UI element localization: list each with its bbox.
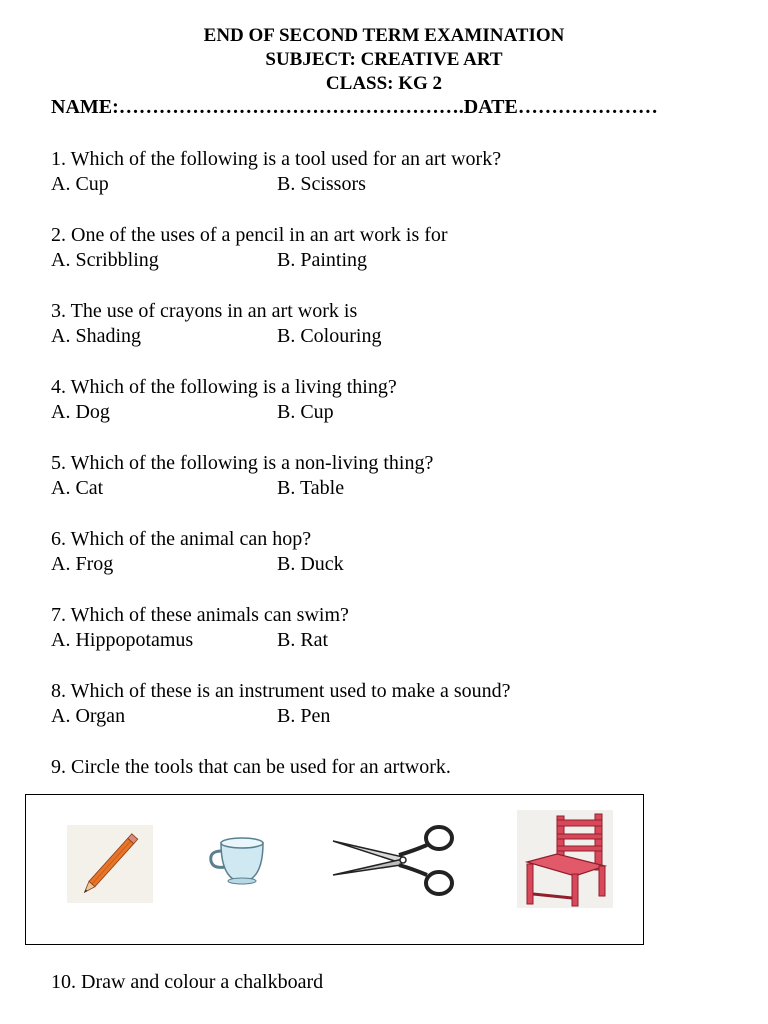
question-text: 3. The use of crayons in an art work is [51,300,358,322]
question-1 [51,147,501,197]
option-a: A. Cup [51,173,109,195]
question-4 [51,375,397,425]
question-2 [51,223,448,273]
option-b: B. Painting [277,249,368,271]
chair-icon [517,810,613,908]
option-b: B. Cup [277,401,334,423]
option-b: B. Colouring [277,325,382,347]
option-b: B. Table [277,477,345,499]
question-6 [51,527,344,577]
exam-subject: SUBJECT: CREATIVE ART [265,49,503,70]
exam-title: END OF SECOND TERM EXAMINATION [203,25,565,46]
option-b: B. Scissors [277,173,366,195]
tools-picture-box [25,794,644,945]
question-text: 7. Which of these animals can swim? [51,604,349,626]
question-5 [51,451,433,501]
option-a: A. Organ [51,705,126,727]
question-10 [51,970,323,995]
question-text: 6. Which of the animal can hop? [51,528,312,550]
cup-icon [207,831,269,887]
question-7 [51,603,349,653]
question-9 [51,755,451,780]
option-b: B. Pen [277,705,331,727]
question-text: 10. Draw and colour a chalkboard [51,971,324,993]
exam-class: CLASS: KG 2 [325,73,443,94]
option-b: B. Duck [277,553,344,575]
question-text: 4. Which of the following is a living thing? [51,376,397,398]
name-date-line: NAME:…………………………………………….DATE………………… [51,96,658,118]
option-a: A. Shading [51,325,141,347]
option-a: A. Hippopotamus [51,629,194,651]
question-text: 1. Which of the following is a tool used for an art work? [51,148,502,170]
exam-header [0,24,768,96]
question-text: 9. Circle the tools that can be used for an artwork. [51,756,451,778]
question-8 [51,679,511,729]
question-text: 5. Which of the following is a non-living thing? [51,452,434,474]
option-b: B. Rat [277,629,329,651]
option-a: A. Dog [51,401,110,423]
option-a: A. Cat [51,477,104,499]
option-a: A. Frog [51,553,114,575]
question-text: 8. Which of these is an instrument used to make a sound? [51,680,511,702]
question-3 [51,299,382,349]
scissors-icon [331,823,457,899]
option-a: A. Scribbling [51,249,159,271]
question-text: 2. One of the uses of a pencil in an art work is for [51,224,448,246]
pencil-icon [67,825,153,903]
